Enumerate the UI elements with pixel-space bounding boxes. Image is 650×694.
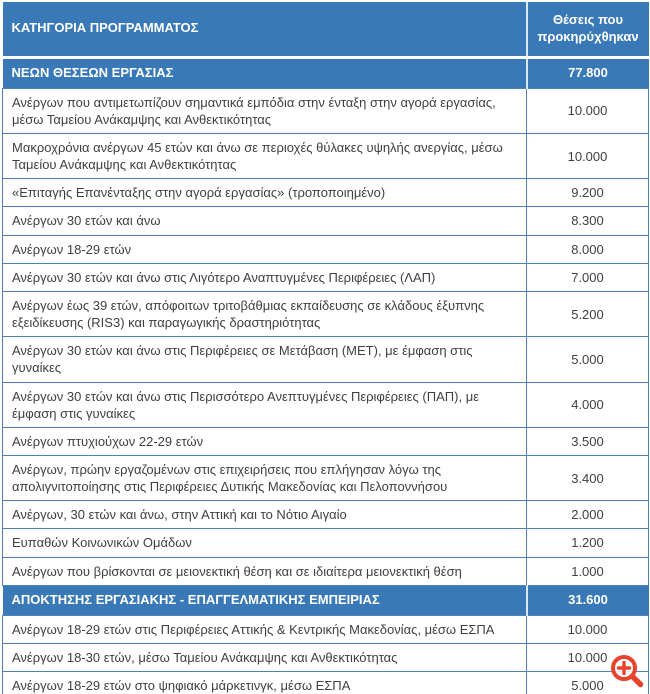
program-category-cell: Ανέργων, 30 ετών και άνω, στην Αττική και το Νότιο Αιγαίο: [3, 501, 527, 529]
program-category-cell: Ανέργων πτυχιούχων 22-29 ετών: [3, 427, 527, 455]
positions-cell: 10.000: [527, 133, 649, 178]
table-row: [3, 207, 649, 235]
positions-cell: 7.000: [527, 263, 649, 291]
programs-table: [2, 2, 649, 694]
program-category-cell: Ανέργων που αντιμετωπίζουν σημαντικά εμπόδια στην ένταξη στην αγορά εργασίας, μέσω Ταμείου Ανάκαμψης και Ανθεκτικότητας: [3, 88, 527, 133]
positions-cell: 4.000: [527, 382, 649, 427]
table-row: [3, 529, 649, 557]
positions-cell: 2.000: [527, 501, 649, 529]
positions-cell: 3.400: [527, 456, 649, 501]
positions-cell: 9.200: [527, 179, 649, 207]
table-row: [3, 88, 649, 133]
section-header-row: [3, 585, 649, 615]
positions-cell: 1.200: [527, 529, 649, 557]
program-category-cell: Ανέργων, πρώην εργαζομένων στις επιχειρήσεις που επλήγησαν λόγω της απολιγνιτοποίησης στις Περιφέρειες Δυτικής Μακεδονίας και Πελοποννήσου: [3, 456, 527, 501]
positions-cell: 5.000: [527, 337, 649, 382]
positions-cell: 1.000: [527, 557, 649, 585]
program-category-cell: Ανέργων 30 ετών και άνω στις Περιφέρειες σε Μετάβαση (ΜΕΤ), με έμφαση στις γυναίκες: [3, 337, 527, 382]
program-category-cell: Μακροχρόνια ανέργων 45 ετών και άνω σε περιοχές θύλακες υψηλής ανεργίας, μέσω Ταμείου Ανάκαμψης και Ανθεκτικότητας: [3, 133, 527, 178]
table-row: [3, 456, 649, 501]
positions-cell: 3.500: [527, 427, 649, 455]
zoom-in-icon: [608, 652, 646, 690]
section-total: 31.600: [527, 585, 649, 615]
program-category-cell: Ανέργων 18-29 ετών στις Περιφέρειες Αττικής & Κεντρικής Μακεδονίας, μέσω ΕΣΠΑ: [3, 615, 527, 643]
table-row: [3, 179, 649, 207]
positions-cell: 5.200: [527, 291, 649, 336]
program-category-cell: Ανέργων 30 ετών και άνω στις Λιγότερο Αναπτυγμένες Περιφέρειες (ΛΑΠ): [3, 263, 527, 291]
table-row: [3, 427, 649, 455]
section-title: ΑΠΟΚΤΗΣΗΣ ΕΡΓΑΣΙΑΚΗΣ - ΕΠΑΓΓΕΛΜΑΤΙΚΗΣ ΕΜΠΕΙΡΙΑΣ: [3, 585, 527, 615]
column-header-positions: Θέσεις που προκηρύχθηκαν: [527, 2, 649, 57]
program-category-cell: «Επιταγής Επανένταξης στην αγορά εργασίας» (τροποποιημένο): [3, 179, 527, 207]
positions-cell: 10.000: [527, 88, 649, 133]
positions-cell: 5.000: [527, 672, 649, 694]
column-header-category: ΚΑΤΗΓΟΡΙΑ ΠΡΟΓΡΑΜΜΑΤΟΣ: [3, 2, 527, 57]
table-header-row: [3, 2, 649, 57]
program-category-cell: Ανέργων 18-29 ετών: [3, 235, 527, 263]
section-title: ΝΕΩΝ ΘΕΣΕΩΝ ΕΡΓΑΣΙΑΣ: [3, 57, 527, 88]
table-row: [3, 643, 649, 671]
table-row: [3, 291, 649, 336]
program-category-cell: Ανέργων 30 ετών και άνω: [3, 207, 527, 235]
section-total: 77.800: [527, 57, 649, 88]
table-row: [3, 672, 649, 694]
programs-table-container: [2, 2, 648, 694]
program-category-cell: Ανέργων 18-29 ετών στο ψηφιακό μάρκετινγκ, μέσω ΕΣΠΑ: [3, 672, 527, 694]
section-header-row: [3, 57, 649, 88]
positions-cell: 10.000: [527, 643, 649, 671]
table-row: [3, 235, 649, 263]
program-category-cell: Ανέργων 18-30 ετών, μέσω Ταμείου Ανάκαμψης και Ανθεκτικότητας: [3, 643, 527, 671]
program-category-cell: Ανέργων 30 ετών και άνω στις Περισσότερο Ανεπτυγμένες Περιφέρειες (ΠΑΠ), με έμφαση στις γυναίκες: [3, 382, 527, 427]
table-row: [3, 501, 649, 529]
program-category-cell: Ανέργων έως 39 ετών, απόφοιτων τριτοβάθμιας εκπαίδευσης σε κλάδους έξυπνης εξειδίκευσης (RIS3) και παραγωγικής δραστηριότητας: [3, 291, 527, 336]
program-category-cell: Ευπαθών Κοινωνικών Ομάδων: [3, 529, 527, 557]
table-row: [3, 133, 649, 178]
positions-cell: 10.000: [527, 615, 649, 643]
table-row: [3, 382, 649, 427]
table-row: [3, 337, 649, 382]
positions-cell: 8.300: [527, 207, 649, 235]
program-category-cell: Ανέργων που βρίσκονται σε μειονεκτική θέση και σε ιδιαίτερα μειονεκτική θέση: [3, 557, 527, 585]
table-row: [3, 615, 649, 643]
positions-cell: 8.000: [527, 235, 649, 263]
table-row: [3, 263, 649, 291]
zoom-in-button[interactable]: [608, 652, 646, 690]
table-row: [3, 557, 649, 585]
